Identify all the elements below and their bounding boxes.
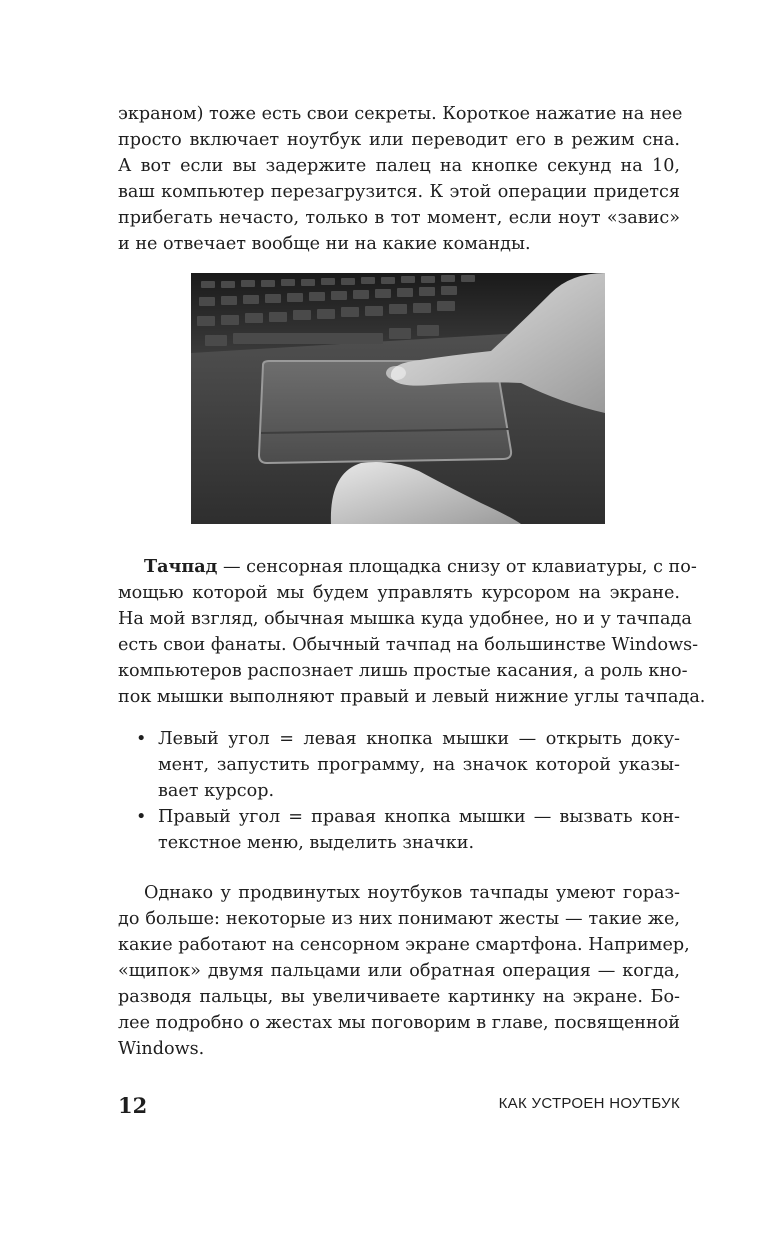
- paragraph-power-button: [118, 101, 683, 257]
- text-line: есть свои фанаты. Обычный тачпад на большинстве Windows-: [118, 635, 699, 655]
- text-line: пок мышки выполняют правый и левый нижние углы тачпада.: [118, 687, 706, 707]
- text-line: прибегать нечасто, только в тот момент, если ноут «завис»: [118, 208, 680, 228]
- paragraph-touchpad: [118, 554, 697, 580]
- text-line: мощью которой мы будем управлять курсором на экране.: [118, 583, 680, 603]
- text-line: вает курсор.: [158, 781, 275, 801]
- term-touchpad: Тачпад: [144, 556, 218, 577]
- list-item: [136, 726, 680, 804]
- text-line: На мой взгляд, обычная мышка куда удобнее, но и у тачпада: [118, 609, 692, 629]
- text-line: лее подробно о жестах мы поговорим в главе, посвященной: [118, 1013, 680, 1033]
- text-line: до больше: некоторые из них понимают жесты — такие же,: [118, 909, 680, 929]
- touchpad-photo-icon: [191, 273, 605, 524]
- text-line: текстное меню, выделить значки.: [158, 833, 475, 853]
- paragraph-gestures: [118, 880, 690, 1062]
- text-line: Однако у продвинутых ноутбуков тачпады умеют горaз-: [144, 883, 680, 903]
- text-line: мент, запустить программу, на значок которой указы-: [158, 755, 680, 775]
- paragraph-touchpad-continued: [118, 580, 706, 710]
- bullet-list: [136, 726, 680, 856]
- text-line: компьютеров распознает лишь простые касания, а роль кно-: [118, 661, 688, 681]
- text-line: Левый угол = левая кнопка мышки — открыть доку-: [158, 729, 680, 749]
- text-line: экраном) тоже есть свои секреты. Короткое нажатие на нее: [118, 104, 683, 124]
- bullet-marker: •: [136, 807, 147, 827]
- list-item: [136, 804, 680, 856]
- text-line: какие работают на сенсорном экране смартфона. Например,: [118, 935, 690, 955]
- touchpad-photo-illustration: [191, 273, 605, 524]
- text-line: Windows.: [118, 1039, 205, 1059]
- text-line: ваш компьютер перезагрузится. К этой операции придется: [118, 182, 680, 202]
- text-line: А вот если вы задержите палец на кнопке секунд на 10,: [118, 156, 680, 176]
- page-number: 12: [118, 1093, 148, 1118]
- bullet-marker: •: [136, 729, 147, 749]
- text-line: Правый угол = правая кнопка мышки — вызвать кон-: [158, 807, 680, 827]
- text-fragment: — сенсорная площадка снизу от клавиатуры, с по-: [217, 557, 697, 577]
- running-title: КАК УСТРОЕН НОУТБУК: [498, 1095, 680, 1112]
- text-line: разводя пальцы, вы увеличиваете картинку на экране. Бо-: [118, 987, 680, 1007]
- text-line: «щипок» двумя пальцами или обратная операция — когда,: [118, 961, 680, 981]
- text-line: просто включает ноутбук или переводит его в режим сна.: [118, 130, 680, 150]
- text-line: и не отвечает вообще ни на какие команды.: [118, 234, 531, 254]
